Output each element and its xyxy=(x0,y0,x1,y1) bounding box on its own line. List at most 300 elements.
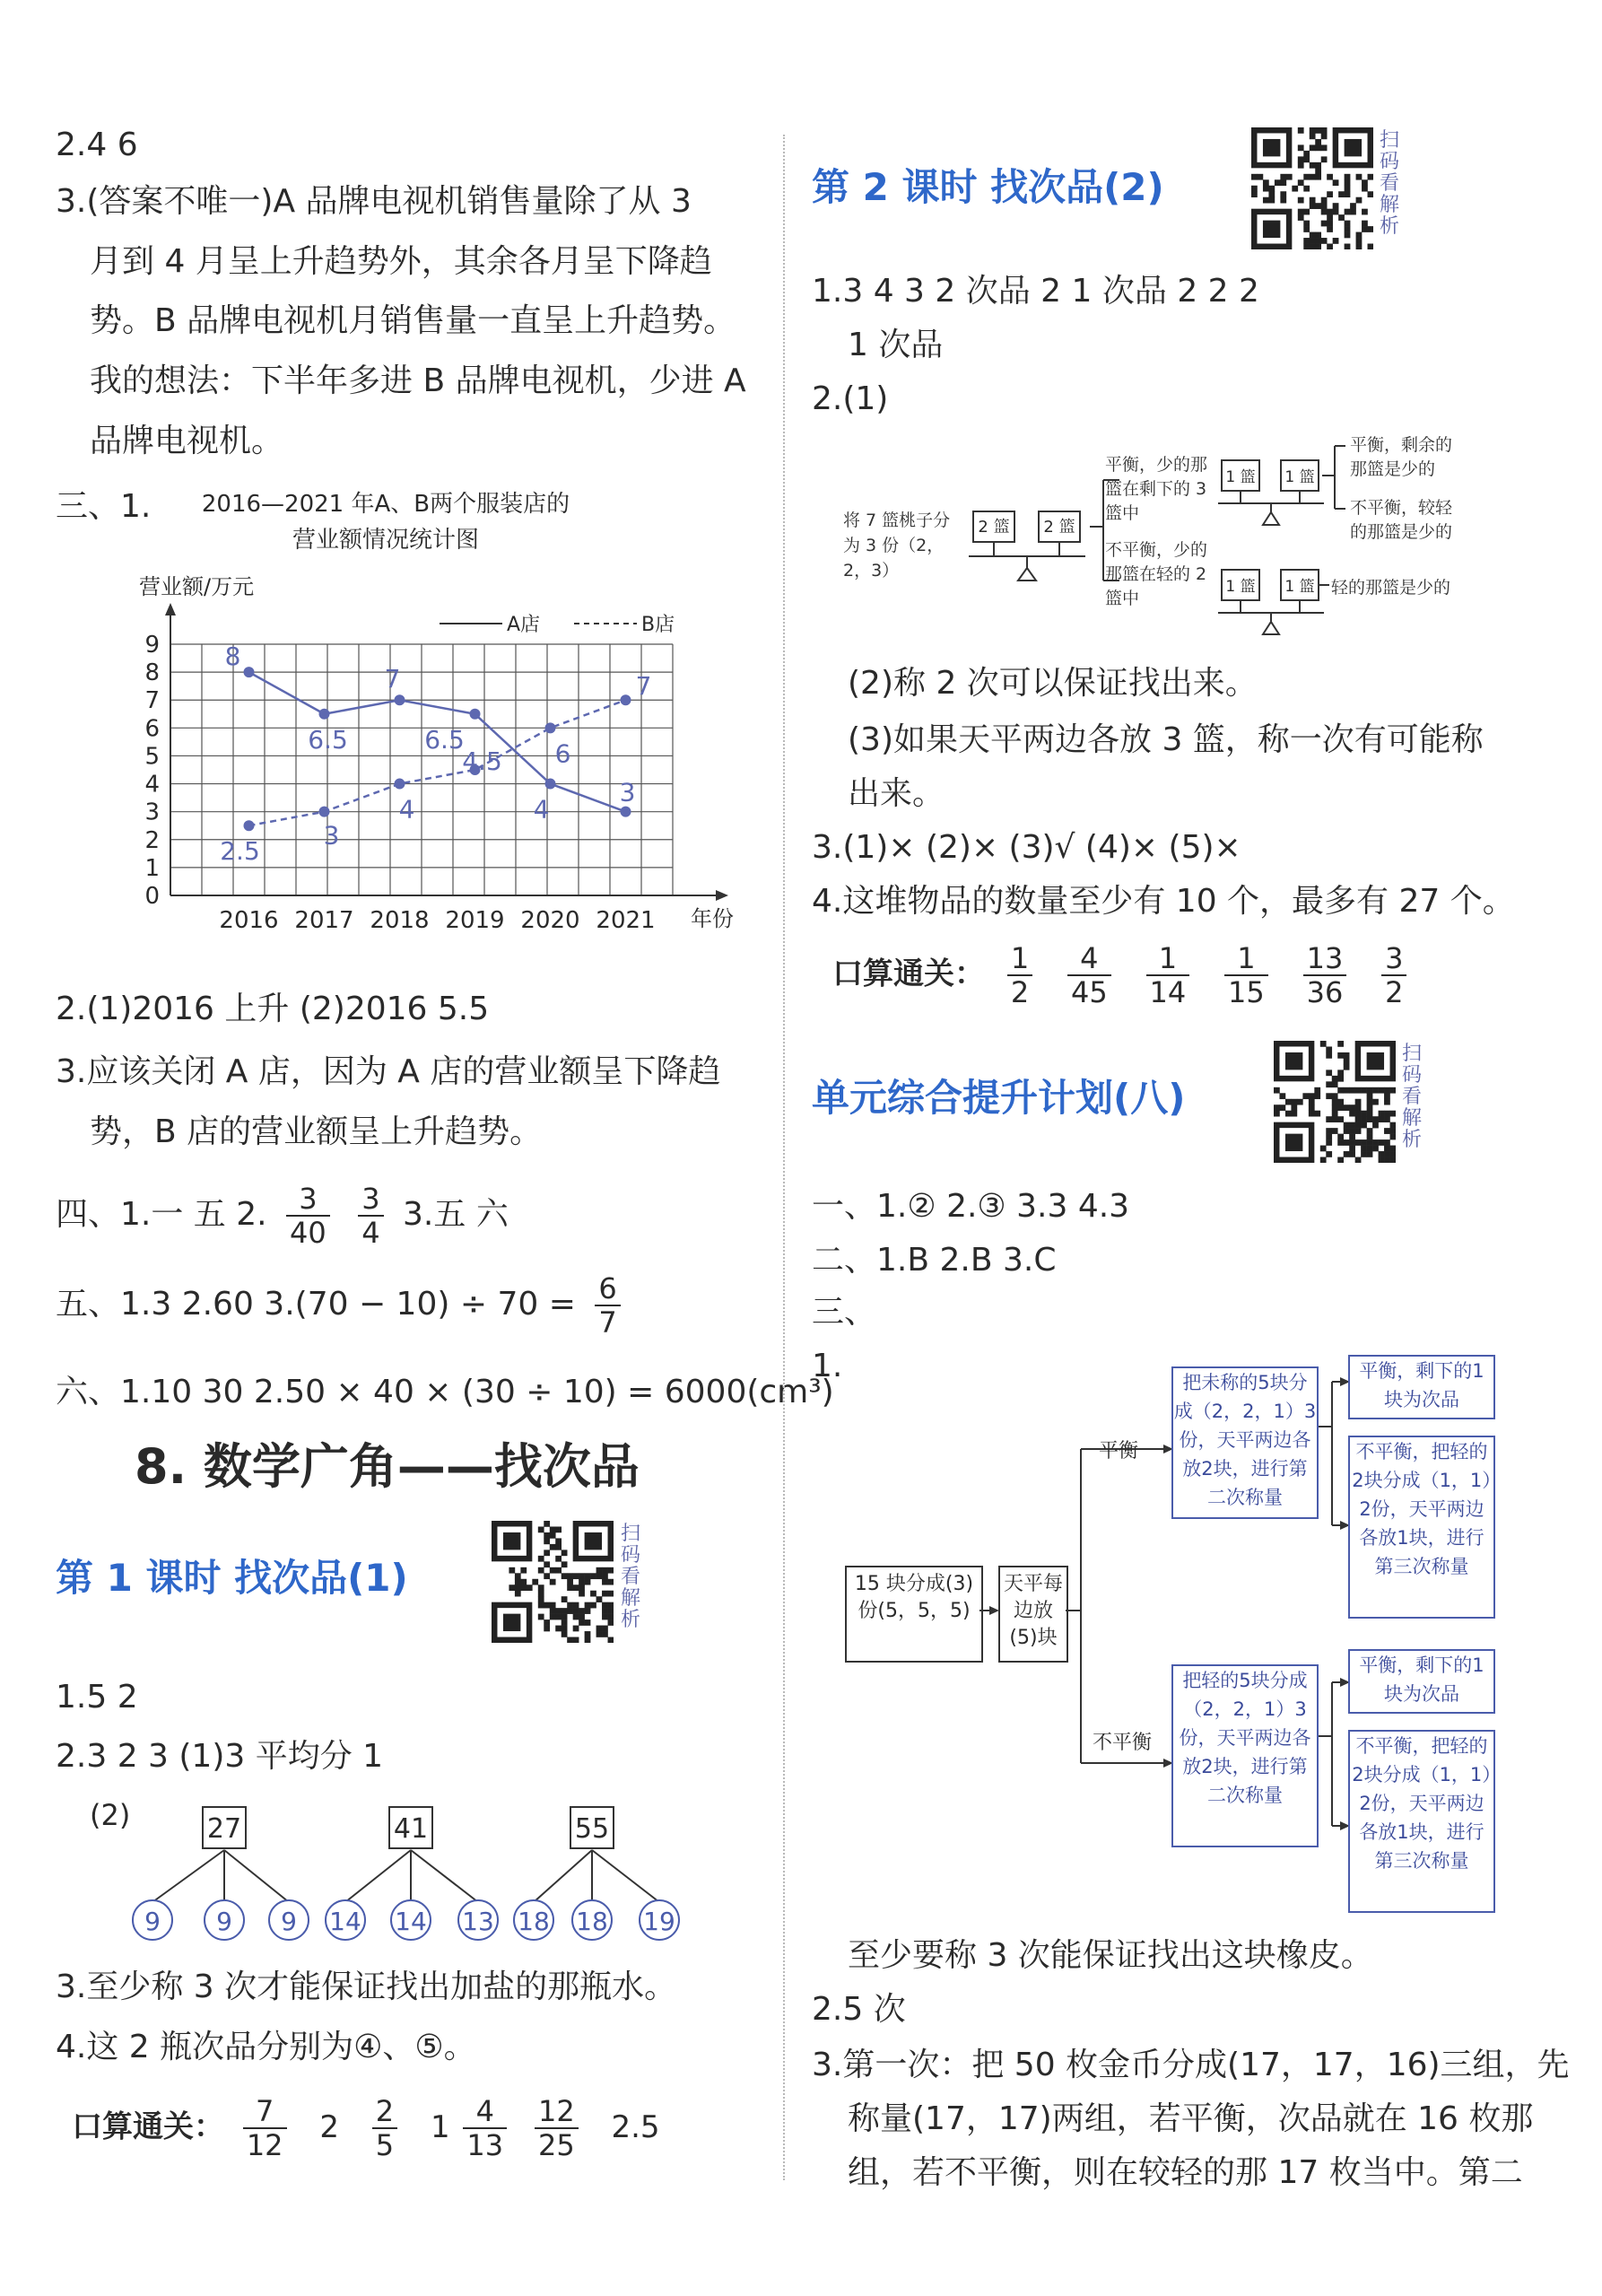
qr-module xyxy=(1379,1157,1385,1163)
qr-module xyxy=(1361,1139,1367,1146)
qr-finder xyxy=(1367,1052,1384,1069)
qr-module xyxy=(1379,1151,1385,1157)
numerator: 12 xyxy=(535,2095,579,2129)
qr-module xyxy=(596,1596,603,1602)
qr-module xyxy=(1327,221,1333,227)
qr-module xyxy=(509,1585,515,1591)
qr-module xyxy=(1337,1116,1344,1122)
qr-module xyxy=(1315,127,1321,134)
qr-finder xyxy=(1263,221,1280,238)
qr-module xyxy=(555,1556,562,1562)
tree-leaf-value: 9 xyxy=(281,1907,297,1936)
qr-module xyxy=(1263,197,1269,204)
kousuan-label: 口算通关： xyxy=(72,2108,224,2145)
qr-module xyxy=(602,1608,608,1614)
qr-module xyxy=(1338,191,1345,197)
qr-module xyxy=(1367,1146,1373,1152)
qr-module xyxy=(562,1561,568,1567)
qr-module xyxy=(1292,186,1298,192)
y-tick-label: 9 xyxy=(144,632,160,659)
qr-module xyxy=(579,1591,585,1597)
fraction xyxy=(1067,942,1111,1008)
qr-module xyxy=(573,1614,579,1620)
qr-module xyxy=(1384,1099,1390,1105)
answer-line: 三、 xyxy=(812,1294,877,1331)
y-axis-label: 营业额/万元 xyxy=(139,574,255,599)
qr-module xyxy=(550,1532,556,1539)
qr-finder xyxy=(585,1532,602,1550)
data-label: 4 xyxy=(398,794,415,825)
qr-module xyxy=(1327,214,1333,221)
qr-module xyxy=(1355,1104,1362,1111)
data-label: 3 xyxy=(323,820,340,851)
qr-module xyxy=(544,1573,550,1579)
qr-module xyxy=(538,1596,544,1602)
tree-root-value: 27 xyxy=(206,1813,242,1845)
x-axis-arrow xyxy=(716,890,728,901)
qr-module xyxy=(1349,1128,1355,1134)
qr-module xyxy=(1345,179,1351,186)
qr-module xyxy=(1303,226,1310,232)
qr-module xyxy=(515,1591,521,1597)
numerator: 6 xyxy=(595,1272,620,1306)
fraction xyxy=(358,1183,383,1249)
branch-unbalance: 不平衡，少的那篮在轻的 2 篮中 xyxy=(1105,540,1208,608)
qr-module xyxy=(1367,1111,1373,1117)
qr-module xyxy=(585,1619,591,1626)
qr-module xyxy=(520,1585,527,1591)
qr-module xyxy=(1362,221,1368,227)
qr-module xyxy=(573,1602,579,1609)
qr-module xyxy=(1327,209,1333,215)
qr-code[interactable] xyxy=(1274,1041,1396,1163)
answer-line: 3.第一次：把 50 枚金币分成(17，17，16)三组，先 xyxy=(812,2047,1570,2083)
qr-module xyxy=(573,1626,579,1632)
data-label: 7 xyxy=(384,664,401,694)
qr-module xyxy=(1344,1058,1350,1064)
x-tick-label: 2016 xyxy=(219,907,279,934)
qr-module xyxy=(515,1579,521,1585)
qr-module xyxy=(515,1585,521,1591)
qr-module xyxy=(602,1631,608,1637)
flow-outcome-box: 平衡，剩下的1块为次品 xyxy=(1348,1355,1495,1419)
answer-line: 4.这堆物品的数量至少有 10 个，最多有 27 个。 xyxy=(812,883,1515,920)
qr-module xyxy=(1321,197,1328,204)
basket-label: 1 篮 xyxy=(1225,578,1256,596)
data-label: 2.5 xyxy=(220,836,260,867)
qr-module xyxy=(1345,226,1351,232)
flow-start-box: 15 块分成(3)份(5，5，5) xyxy=(845,1566,983,1663)
numerator: 3 xyxy=(286,1183,330,1217)
qr-module xyxy=(1345,186,1351,192)
flow-outcome-box: 不平衡，把轻的2块分成（1，1）2份，天平两边各放1块，进行第三次称量 xyxy=(1348,1436,1495,1619)
qr-module xyxy=(1345,209,1351,215)
qr-module xyxy=(608,1637,614,1643)
qr-module xyxy=(608,1614,614,1620)
qr-module xyxy=(602,1567,608,1574)
qr-module xyxy=(1344,1087,1350,1094)
qr-module xyxy=(1326,1134,1332,1140)
qr-module xyxy=(520,1579,527,1585)
qr-module xyxy=(1367,1093,1373,1099)
answer-line: 品牌电视机。 xyxy=(90,423,284,459)
qr-module xyxy=(544,1550,550,1556)
qr-finder xyxy=(1285,1134,1302,1151)
qr-module xyxy=(1332,1093,1338,1099)
qr-module xyxy=(596,1573,603,1579)
kousuan-row xyxy=(72,2095,660,2161)
data-point xyxy=(395,779,405,790)
qr-module xyxy=(596,1567,603,1574)
qr-module xyxy=(1361,1122,1367,1129)
x-tick-label: 2021 xyxy=(596,907,656,934)
qr-module xyxy=(1291,1099,1297,1105)
qr-module xyxy=(1356,244,1363,249)
peach-start: 将 7 篮桃子分为 3 份（2，2，3） xyxy=(843,511,951,581)
qr-module xyxy=(1251,186,1258,192)
qr-module xyxy=(1349,1146,1355,1152)
qr-module xyxy=(567,1573,573,1579)
answer-line: 我的想法：下半年多进 B 品牌电视机，少进 A xyxy=(90,362,746,399)
qr-module xyxy=(590,1591,596,1597)
qr-module xyxy=(1333,179,1339,186)
qr-module xyxy=(1372,1146,1379,1152)
data-label: 6 xyxy=(554,738,571,769)
qr-module xyxy=(1349,1122,1355,1129)
answer-line: 1. xyxy=(812,1348,843,1384)
qr-code[interactable] xyxy=(492,1521,614,1643)
denominator: 45 xyxy=(1070,975,1108,1009)
qr-module xyxy=(1361,1111,1367,1117)
tree-root-value: 41 xyxy=(393,1813,429,1845)
fraction xyxy=(1224,942,1268,1008)
qr-module xyxy=(1310,232,1316,239)
text: 3.五 六 xyxy=(403,1196,509,1233)
qr-module xyxy=(1372,1099,1379,1105)
qr-module xyxy=(555,1567,562,1574)
qr-module xyxy=(1310,244,1316,249)
denominator: 36 xyxy=(1306,975,1344,1009)
tree-branch xyxy=(411,1850,478,1902)
qr-module xyxy=(1355,1122,1362,1129)
qr-code[interactable] xyxy=(1251,127,1373,249)
qr-caption: 扫码看解析 xyxy=(621,1523,641,1631)
qr-module xyxy=(602,1591,608,1597)
qr-module xyxy=(1298,179,1304,186)
qr-module xyxy=(608,1602,614,1609)
qr-module xyxy=(1362,186,1368,192)
fraction xyxy=(463,2095,507,2161)
y-tick-label: 0 xyxy=(144,883,160,910)
denominator: 14 xyxy=(1149,975,1187,1009)
qr-module xyxy=(1315,232,1321,239)
qr-module xyxy=(1332,1111,1338,1117)
qr-module xyxy=(550,1602,556,1609)
data-label: 8 xyxy=(224,642,241,672)
sub-label: (2) xyxy=(90,1798,131,1832)
qr-module xyxy=(1355,1087,1362,1094)
qr-module xyxy=(1356,238,1363,244)
qr-module xyxy=(590,1573,596,1579)
qr-module xyxy=(1372,1087,1379,1094)
qr-module xyxy=(1298,127,1304,134)
qr-module xyxy=(579,1614,585,1620)
answer-line: 一、1.② 2.③ 3.3 4.3 xyxy=(812,1188,1130,1225)
legend-label-a: A店 xyxy=(507,614,541,636)
qr-module xyxy=(1310,197,1316,204)
qr-module xyxy=(1390,1146,1396,1152)
qr-module xyxy=(1384,1111,1390,1117)
qr-module xyxy=(1345,191,1351,197)
qr-module xyxy=(538,1567,544,1574)
qr-module xyxy=(538,1585,544,1591)
qr-module xyxy=(1326,1116,1332,1122)
qr-module xyxy=(1390,1122,1396,1129)
qr-finder xyxy=(503,1532,520,1550)
qr-module xyxy=(1362,226,1368,232)
qr-module xyxy=(1310,238,1316,244)
qr-module xyxy=(1321,238,1328,244)
qr-module xyxy=(1309,1104,1315,1111)
qr-module xyxy=(1332,1099,1338,1105)
qr-module xyxy=(1390,1157,1396,1163)
qr-module xyxy=(1303,186,1310,192)
y-tick-label: 7 xyxy=(144,687,160,715)
qr-module xyxy=(538,1602,544,1609)
qr-module xyxy=(550,1614,556,1620)
qr-module xyxy=(1337,1134,1344,1140)
answer-line: 1.5 2 xyxy=(56,1679,138,1715)
qr-module xyxy=(1361,1151,1367,1157)
qr-module xyxy=(1280,179,1286,186)
fraction xyxy=(243,2095,287,2161)
numerator: 3 xyxy=(1381,942,1406,976)
qr-module xyxy=(1321,127,1328,134)
qr-module xyxy=(1314,1111,1320,1117)
data-point xyxy=(545,722,556,733)
qr-module xyxy=(1350,209,1356,215)
denominator: 2 xyxy=(1010,975,1030,1009)
value: 2 xyxy=(319,2108,339,2145)
qr-module xyxy=(1291,1104,1297,1111)
qr-module xyxy=(1349,1151,1355,1157)
qr-module xyxy=(1274,1104,1280,1111)
denominator: 5 xyxy=(375,2128,395,2162)
qr-module xyxy=(1337,1099,1344,1105)
numerator: 1 xyxy=(1224,942,1268,976)
tree-branch xyxy=(152,1850,224,1902)
basket-label: 1 篮 xyxy=(1225,468,1256,486)
y-tick-label: 8 xyxy=(144,659,160,687)
qr-module xyxy=(1337,1087,1344,1094)
numerator: 1 xyxy=(1146,942,1190,976)
data-point xyxy=(621,807,631,817)
qr-module xyxy=(562,1596,568,1602)
qr-module xyxy=(1337,1139,1344,1146)
qr-module xyxy=(1367,1087,1373,1094)
qr-module xyxy=(1321,133,1328,139)
qr-module xyxy=(567,1637,573,1643)
qr-module xyxy=(1298,214,1304,221)
qr-module xyxy=(1349,1139,1355,1146)
qr-module xyxy=(550,1526,556,1532)
fraction xyxy=(372,2095,397,2161)
qr-module xyxy=(1297,1099,1303,1105)
line-chart xyxy=(54,480,762,982)
qr-module xyxy=(1384,1151,1390,1157)
tree-leaf-value: 13 xyxy=(462,1907,494,1936)
qr-module xyxy=(585,1579,591,1585)
qr-module xyxy=(1344,1128,1350,1134)
qr-module xyxy=(1367,1099,1373,1105)
numerator: 2 xyxy=(372,2095,397,2129)
qr-module xyxy=(1321,209,1328,215)
chart-subtitle: 营业额情况统计图 xyxy=(292,527,480,554)
qr-module xyxy=(585,1631,591,1637)
flow-outcome-box: 平衡，剩下的1块为次品 xyxy=(1348,1649,1495,1714)
data-point xyxy=(244,667,255,677)
section-label: 三、1. xyxy=(56,488,152,525)
qr-module xyxy=(1303,238,1310,244)
qr-module xyxy=(1390,1134,1396,1140)
qr-module xyxy=(1362,179,1368,186)
qr-module xyxy=(1390,1111,1396,1117)
qr-module xyxy=(579,1585,585,1591)
qr-module xyxy=(1275,179,1281,186)
qr-module xyxy=(555,1608,562,1614)
value: 2.5 xyxy=(611,2108,660,2145)
x-tick-label: 2017 xyxy=(294,907,354,934)
qr-module xyxy=(1310,127,1316,134)
qr-module xyxy=(1315,139,1321,145)
qr-module xyxy=(555,1544,562,1550)
qr-module xyxy=(1367,1134,1373,1140)
qr-module xyxy=(1337,1052,1344,1059)
fraction xyxy=(286,1183,330,1249)
answer-line-fractions xyxy=(56,1183,509,1249)
qr-module xyxy=(1384,1087,1390,1094)
data-label: 6.5 xyxy=(308,724,348,755)
qr-module xyxy=(1367,1128,1373,1134)
qr-module xyxy=(555,1526,562,1532)
qr-module xyxy=(1315,162,1321,169)
flow-step-box: 天平每边放(5)块 xyxy=(998,1566,1068,1663)
qr-module xyxy=(1345,174,1351,180)
qr-module xyxy=(1384,1139,1390,1146)
text: 四、1.一 五 2. xyxy=(56,1196,267,1233)
qr-module xyxy=(1368,226,1373,232)
qr-module xyxy=(596,1631,603,1637)
qr-module xyxy=(1337,1076,1344,1082)
qr-module xyxy=(1320,1146,1327,1152)
qr-module xyxy=(1310,174,1316,180)
qr-module xyxy=(585,1608,591,1614)
numerator: 4 xyxy=(1067,942,1111,976)
answer-line: 组，若不平衡，则在较轻的那 17 枚当中。第二 xyxy=(848,2154,1523,2191)
basket-label: 1 篮 xyxy=(1284,468,1315,486)
qr-module xyxy=(1384,1093,1390,1099)
tree-branch xyxy=(224,1850,289,1902)
qr-module xyxy=(1356,232,1363,239)
qr-module xyxy=(1372,1116,1379,1122)
qr-finder xyxy=(1263,139,1280,156)
qr-module xyxy=(1326,1046,1332,1052)
qr-module xyxy=(1321,203,1328,209)
qr-module xyxy=(579,1579,585,1585)
data-point xyxy=(244,820,255,831)
qr-module xyxy=(1361,1116,1367,1122)
qr-module xyxy=(1310,203,1316,209)
qr-module xyxy=(1355,1099,1362,1105)
basket-label: 2 篮 xyxy=(978,518,1010,537)
qr-module xyxy=(1333,203,1339,209)
qr-module xyxy=(1251,191,1258,197)
qr-module xyxy=(1303,174,1310,180)
qr-module xyxy=(1327,226,1333,232)
qr-module xyxy=(1384,1146,1390,1152)
qr-module xyxy=(602,1573,608,1579)
fraction xyxy=(1146,942,1190,1008)
denominator: 4 xyxy=(361,1216,380,1250)
qr-module xyxy=(1298,209,1304,215)
qr-module xyxy=(579,1608,585,1614)
y-tick-label: 4 xyxy=(144,771,160,799)
qr-module xyxy=(1379,1116,1385,1122)
numerator: 3 xyxy=(358,1183,383,1217)
qr-module xyxy=(515,1573,521,1579)
qr-module xyxy=(1320,1157,1327,1163)
tree-branch xyxy=(534,1850,592,1902)
denominator: 15 xyxy=(1228,975,1265,1009)
answer-line: 2.3 2 3 (1)3 平均分 1 xyxy=(56,1738,384,1775)
qr-module xyxy=(1315,168,1321,174)
qr-module xyxy=(1315,144,1321,151)
qr-module xyxy=(520,1567,527,1574)
number-tree-diagram xyxy=(126,1794,700,1947)
qr-module xyxy=(602,1626,608,1632)
data-point xyxy=(319,807,330,817)
qr-module xyxy=(1344,1122,1350,1129)
qr-module xyxy=(1326,1139,1332,1146)
qr-module xyxy=(1274,1111,1280,1117)
tree-leaf-value: 14 xyxy=(329,1907,361,1936)
qr-module xyxy=(1303,244,1310,249)
answer-line: 2.(1)2016 上升 (2)2016 5.5 xyxy=(56,991,490,1027)
answer-line: 称量(17，17)两组，若平衡，次品就在 16 枚那 xyxy=(848,2100,1534,2137)
qr-module xyxy=(1309,1093,1315,1099)
qr-module xyxy=(1321,156,1328,162)
qr-module xyxy=(555,1538,562,1544)
lesson-title: 第 2 课时 找次品(2) xyxy=(812,165,1164,209)
qr-module xyxy=(1384,1157,1390,1163)
qr-module xyxy=(590,1602,596,1609)
answer-line: 六、1.10 30 2.50 × 40 × (30 ÷ 10) = 6000(cm³) xyxy=(56,1374,834,1410)
qr-module xyxy=(1310,162,1316,169)
qr-module xyxy=(579,1619,585,1626)
flow-label: 平衡 xyxy=(1099,1440,1139,1462)
qr-module xyxy=(1337,1104,1344,1111)
answer-line: 势，B 店的营业额呈上升趋势。 xyxy=(90,1113,543,1150)
numerator: 13 xyxy=(1303,942,1347,976)
denominator: 40 xyxy=(290,1216,326,1250)
qr-module xyxy=(1390,1128,1396,1134)
numerator: 1 xyxy=(1007,942,1032,976)
qr-module xyxy=(1372,1139,1379,1146)
qr-module xyxy=(1310,133,1316,139)
qr-module xyxy=(596,1626,603,1632)
qr-module xyxy=(1390,1087,1396,1094)
qr-module xyxy=(1298,162,1304,169)
